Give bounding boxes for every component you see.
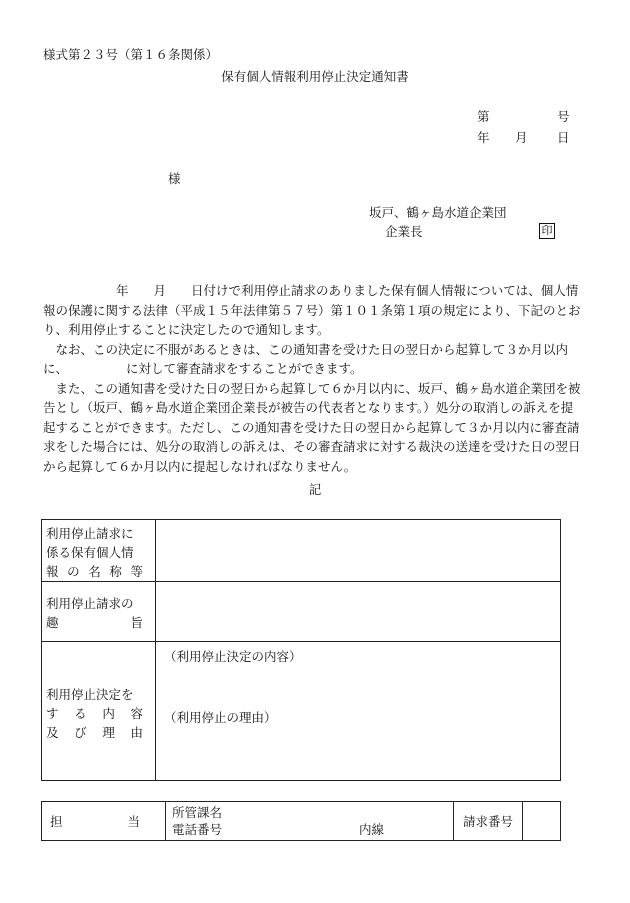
ki-heading: 記: [308, 482, 322, 497]
document-title: 保有個人情報利用停止決定通知書: [221, 69, 409, 84]
request-purpose-label: [42, 582, 156, 642]
p1-text: 日付けで利用停止請求のありました保有個人情報については、個人情報の保護に関する法律（平成１５年法律第５７号）第１０１条第１項の規定により、下記のとおり、利用停止することに決定したので通知します。: [43, 283, 581, 337]
phone-label: 電話番号: [172, 822, 223, 837]
request-number-text: 請求番号: [462, 814, 513, 829]
staff-label-text: 担当: [50, 814, 140, 829]
p1-month: 月: [153, 283, 167, 298]
staff-label: [42, 802, 166, 841]
paragraph-3: [43, 379, 583, 477]
decision-label: [42, 642, 156, 781]
p3-text: また、この通知書を受けた日の翌日から起算して６か月以内に、坂戸、鶴ヶ島水道企業団を被告とし（坂戸、鶴ヶ島水道企業団企業長が被告の代表者となります。）処分の取消しの訴えを提起することができます。ただし、この通知書を受けた日の翌日から起算して３か月以内に審査請求をした場合には、処分の取消しの訴えは、その審査請求に対する裁決の送達を受けた日の翌日から起算して６か月以内に提起しなければなりません。: [43, 380, 581, 474]
sender-title: 企業長: [385, 224, 423, 239]
doc-number-suffix: 号: [557, 109, 570, 124]
request-number-label: [454, 802, 523, 841]
paragraph-1: [43, 281, 583, 340]
phone-row: [172, 821, 447, 838]
info-name-value[interactable]: [156, 520, 561, 582]
department-label: 所管課名: [172, 805, 223, 820]
table-row: [42, 582, 561, 642]
table-row: [42, 802, 561, 841]
label-line: 趣旨: [46, 615, 143, 630]
notice-body: [43, 281, 583, 476]
table-row: [42, 520, 561, 582]
request-number-value[interactable]: [523, 802, 561, 841]
p2-text-b: に対して審査請求をすることができます。: [126, 361, 363, 376]
label-line: 利用停止請求に: [46, 526, 134, 541]
info-name-label: [42, 520, 156, 582]
decision-content-heading: （利用停止決定の内容）: [164, 649, 302, 664]
decision-table: [41, 519, 561, 781]
date-year-label: 年: [477, 130, 490, 145]
staff-table: [41, 801, 561, 841]
paragraph-2: [43, 340, 583, 379]
doc-number-prefix: 第: [477, 109, 490, 124]
extension-label: 内線: [359, 822, 385, 837]
decision-value[interactable]: [156, 642, 561, 781]
seal-mark: 印: [539, 223, 555, 239]
label-line: 利用停止請求の: [46, 596, 134, 611]
date-month-label: 月: [515, 130, 528, 145]
addressee-honorific: 様: [168, 171, 181, 186]
label-line: する内容: [46, 705, 143, 721]
label-line: 係る保有個人情: [46, 545, 134, 560]
p1-year: 年: [116, 283, 129, 298]
request-purpose-value[interactable]: [156, 582, 561, 642]
p2-text-a: なお、この決定に不服があるときは、この通知書を受けた日の翌日から起算して３か月以内に、: [43, 341, 569, 376]
staff-info[interactable]: [166, 802, 454, 841]
form-number: 様式第２３号（第１６条関係）: [43, 47, 219, 62]
label-line: 報の名称等: [46, 564, 143, 579]
table-row: [42, 642, 561, 781]
decision-reason-heading: （利用停止の理由）: [164, 710, 277, 725]
label-line: 及び理由: [46, 724, 143, 740]
date-day-label: 日: [557, 130, 570, 145]
sender-organization: 坂戸、鶴ヶ島水道企業団: [369, 205, 507, 220]
label-line: 利用停止決定を: [46, 686, 134, 702]
